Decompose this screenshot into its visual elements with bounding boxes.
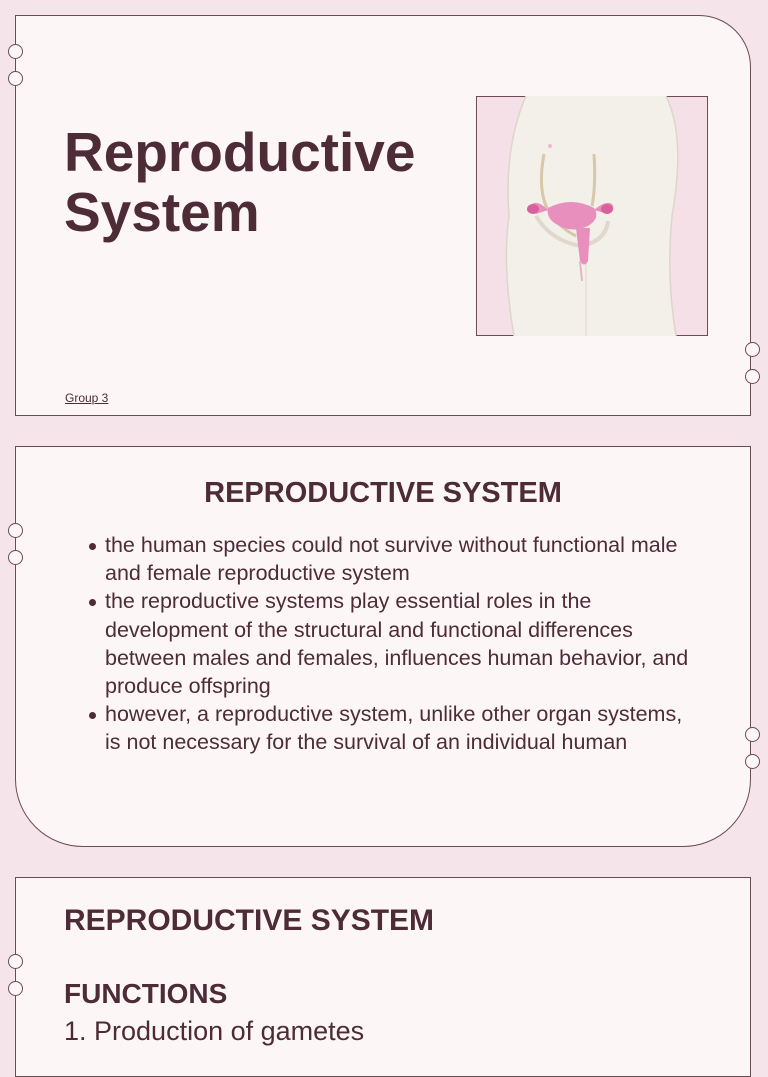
slide-heading: REPRODUCTIVE SYSTEM: [204, 477, 562, 509]
slide-title: Reproductive System: [64, 121, 416, 243]
bullet-item: the human species could not survive without functional male and female reproductive system: [88, 531, 698, 587]
ring-decoration: [8, 44, 23, 59]
ring-decoration: [8, 954, 23, 969]
bullet-item: however, a reproductive system, unlike other organ systems, is not necessary for the survival of an individual human: [88, 700, 698, 756]
function-item: 1. Production of gametes: [64, 1016, 365, 1046]
functions-subheading: FUNCTIONS: [64, 978, 228, 1009]
ring-decoration: [745, 342, 760, 357]
bullet-item: the reproductive systems play essential roles in the development of the structural and functional differences between males and females, influences human behavior, and produce offspring: [88, 587, 698, 700]
ring-decoration: [8, 550, 23, 565]
functions-slide: [15, 877, 751, 1077]
ring-decoration: [745, 727, 760, 742]
reproductive-system-illustration: [476, 96, 708, 336]
ring-decoration: [745, 754, 760, 769]
slide-heading: REPRODUCTIVE SYSTEM: [64, 904, 435, 937]
ring-decoration: [8, 71, 23, 86]
ring-decoration: [745, 369, 760, 384]
overview-slide: [15, 446, 751, 847]
ring-decoration: [8, 981, 23, 996]
ring-decoration: [8, 523, 23, 538]
bullet-list: [88, 531, 698, 757]
title-slide: [15, 15, 751, 416]
group-label: Group 3: [65, 391, 109, 405]
